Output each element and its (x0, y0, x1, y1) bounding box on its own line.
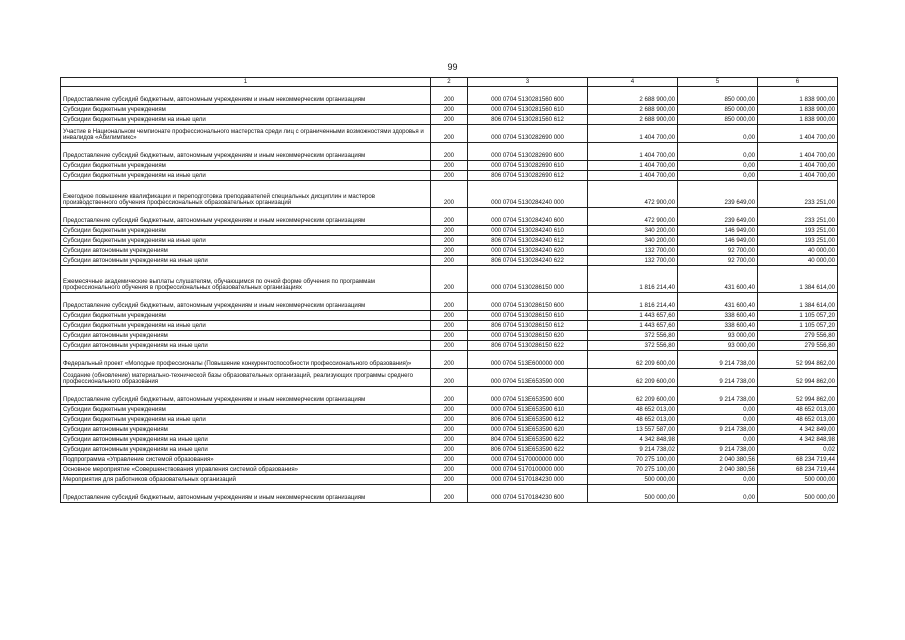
table-row (61, 226, 838, 236)
cell-remainder: 233 251,00 (758, 208, 838, 226)
cell-kbk: 000 0704 513E653590 610 (468, 405, 588, 415)
cell-remainder: 193 251,00 (758, 226, 838, 236)
table-row (61, 143, 838, 161)
column-header-1: 1 (61, 78, 431, 87)
table-row (61, 125, 838, 143)
table-row (61, 256, 838, 266)
cell-planned: 1 404 700,00 (588, 171, 678, 181)
cell-planned: 1 443 657,60 (588, 311, 678, 321)
header-row (61, 78, 838, 87)
cell-kbk: 000 0704 5170184230 600 (468, 485, 588, 503)
cell-executed: 9 214 738,00 (678, 425, 758, 435)
cell-code: 200 (431, 236, 468, 246)
cell-planned: 2 688 900,00 (588, 87, 678, 105)
cell-planned: 62 209 600,00 (588, 369, 678, 387)
table-body (61, 87, 838, 503)
cell-kbk: 000 0704 5130286150 000 (468, 266, 588, 293)
cell-remainder: 1 404 700,00 (758, 125, 838, 143)
column-header-2: 2 (431, 78, 468, 87)
cell-name: Субсидии автономным учреждениям на иные цели (61, 435, 431, 445)
cell-remainder: 68 234 719,44 (758, 465, 838, 475)
cell-name: Субсидии автономным учреждениям на иные цели (61, 256, 431, 266)
cell-executed: 850 000,00 (678, 105, 758, 115)
cell-code: 200 (431, 455, 468, 465)
cell-name: Подпрограмма «Управление системой образования» (61, 455, 431, 465)
cell-name: Предоставление субсидий бюджетным, автономным учреждениям и иным некоммерческим организациям (61, 485, 431, 503)
cell-remainder: 1 838 900,00 (758, 115, 838, 125)
table-row (61, 181, 838, 208)
cell-code: 200 (431, 171, 468, 181)
cell-kbk: 000 0704 5170184230 000 (468, 475, 588, 485)
cell-remainder: 1 404 700,00 (758, 143, 838, 161)
cell-name: Субсидии бюджетным учреждениям (61, 105, 431, 115)
cell-planned: 372 556,80 (588, 331, 678, 341)
cell-name: Предоставление субсидий бюджетным, автономным учреждениям и иным некоммерческим организациям (61, 293, 431, 311)
cell-executed: 0,00 (678, 435, 758, 445)
cell-kbk: 000 0704 513E600000 000 (468, 351, 588, 369)
table-row (61, 236, 838, 246)
column-header-6: 6 (758, 78, 838, 87)
cell-code: 200 (431, 425, 468, 435)
cell-name: Основное мероприятие «Совершенствования управления системой образования» (61, 465, 431, 475)
cell-remainder: 1 404 700,00 (758, 171, 838, 181)
cell-executed: 0,00 (678, 405, 758, 415)
cell-code: 200 (431, 445, 468, 455)
cell-executed: 2 040 380,56 (678, 465, 758, 475)
table-row (61, 208, 838, 226)
cell-planned: 372 556,80 (588, 341, 678, 351)
cell-kbk: 806 0704 5130284240 612 (468, 236, 588, 246)
table-row (61, 105, 838, 115)
cell-code: 200 (431, 125, 468, 143)
cell-executed: 146 949,00 (678, 226, 758, 236)
cell-name: Субсидии автономным учреждениям (61, 331, 431, 341)
cell-planned: 1 404 700,00 (588, 143, 678, 161)
cell-name: Субсидии автономным учреждениям на иные цели (61, 445, 431, 455)
cell-planned: 472 900,00 (588, 181, 678, 208)
cell-planned: 1 404 700,00 (588, 161, 678, 171)
cell-code: 200 (431, 341, 468, 351)
cell-code: 200 (431, 181, 468, 208)
cell-remainder: 52 994 862,00 (758, 369, 838, 387)
table-row (61, 455, 838, 465)
cell-executed: 338 600,40 (678, 311, 758, 321)
cell-remainder: 0,02 (758, 445, 838, 455)
table-row (61, 405, 838, 415)
cell-kbk: 000 0704 5130281560 600 (468, 87, 588, 105)
table-row (61, 161, 838, 171)
cell-code: 200 (431, 321, 468, 331)
table-row (61, 369, 838, 387)
table-row (61, 321, 838, 331)
cell-planned: 48 652 013,00 (588, 415, 678, 425)
cell-code: 200 (431, 485, 468, 503)
cell-remainder: 1 838 900,00 (758, 105, 838, 115)
cell-name: Предоставление субсидий бюджетным, автономным учреждениям и иным некоммерческим организациям (61, 143, 431, 161)
cell-kbk: 000 0704 5130282690 600 (468, 143, 588, 161)
cell-planned: 340 200,00 (588, 226, 678, 236)
cell-name: Предоставление субсидий бюджетным, автономным учреждениям и иным некоммерческим организациям (61, 208, 431, 226)
table-row (61, 311, 838, 321)
cell-code: 200 (431, 143, 468, 161)
cell-remainder: 52 994 862,00 (758, 351, 838, 369)
cell-planned: 132 700,00 (588, 256, 678, 266)
cell-kbk: 806 0704 5130282690 612 (468, 171, 588, 181)
cell-remainder: 193 251,00 (758, 236, 838, 246)
cell-kbk: 000 0704 513E653590 000 (468, 369, 588, 387)
cell-planned: 13 557 587,00 (588, 425, 678, 435)
cell-executed: 0,00 (678, 485, 758, 503)
cell-code: 200 (431, 331, 468, 341)
table-row (61, 341, 838, 351)
cell-name: Субсидии бюджетным учреждениям (61, 405, 431, 415)
cell-kbk: 000 0704 5130284240 000 (468, 181, 588, 208)
cell-executed: 0,00 (678, 125, 758, 143)
cell-remainder: 1 384 614,00 (758, 266, 838, 293)
cell-name: Мероприятия для работников образовательных организаций (61, 475, 431, 485)
cell-remainder: 40 000,00 (758, 256, 838, 266)
cell-code: 200 (431, 465, 468, 475)
cell-executed: 239 649,00 (678, 181, 758, 208)
cell-remainder: 1 105 057,20 (758, 321, 838, 331)
page-number: 99 (447, 62, 458, 72)
table-row (61, 387, 838, 405)
cell-remainder: 52 994 862,00 (758, 387, 838, 405)
table-row (61, 246, 838, 256)
cell-name: Субсидии автономным учреждениям (61, 425, 431, 435)
cell-name: Субсидии бюджетным учреждениям на иные цели (61, 415, 431, 425)
cell-code: 200 (431, 105, 468, 115)
cell-kbk: 000 0704 513E653590 620 (468, 425, 588, 435)
cell-planned: 62 209 600,00 (588, 387, 678, 405)
cell-kbk: 000 0704 5170100000 000 (468, 465, 588, 475)
cell-remainder: 500 000,00 (758, 475, 838, 485)
cell-name: Участие в Национальном чемпионате профессионального мастерства среди лиц с ограниченными возможностями здоровья и инвалидов «Абилимпикс» (61, 125, 431, 143)
cell-executed: 239 649,00 (678, 208, 758, 226)
cell-name: Субсидии бюджетным учреждениям (61, 311, 431, 321)
cell-executed: 146 949,00 (678, 236, 758, 246)
cell-planned: 1 443 657,60 (588, 321, 678, 331)
cell-planned: 9 214 738,02 (588, 445, 678, 455)
table-row (61, 351, 838, 369)
cell-kbk: 000 0704 5130286150 610 (468, 311, 588, 321)
cell-name: Субсидии бюджетным учреждениям на иные цели (61, 171, 431, 181)
cell-name: Субсидии автономным учреждениям (61, 246, 431, 256)
cell-remainder: 48 652 013,00 (758, 415, 838, 425)
cell-name: Ежемесячные академические выплаты слушателям, обучающимся по очной форме обучения по программам профессионального обучения в профессиональных образовательных организациях (61, 266, 431, 293)
cell-executed: 0,00 (678, 143, 758, 161)
cell-remainder: 1 404 700,00 (758, 161, 838, 171)
cell-kbk: 000 0704 5130286150 600 (468, 293, 588, 311)
cell-code: 200 (431, 208, 468, 226)
cell-code: 200 (431, 266, 468, 293)
cell-kbk: 806 0704 5130284240 622 (468, 256, 588, 266)
cell-code: 200 (431, 246, 468, 256)
cell-name: Ежегодное повышение квалификации и переподготовка преподавателей специальных дисциплин и мастеров производственного обучения профессиональных образовательных организаций (61, 181, 431, 208)
table-row (61, 115, 838, 125)
table-row (61, 415, 838, 425)
cell-code: 200 (431, 415, 468, 425)
cell-kbk: 000 0704 5130284240 600 (468, 208, 588, 226)
cell-kbk: 000 0704 5130282690 000 (468, 125, 588, 143)
cell-code: 200 (431, 226, 468, 236)
cell-remainder: 500 000,00 (758, 485, 838, 503)
cell-remainder: 233 251,00 (758, 181, 838, 208)
table-row (61, 445, 838, 455)
cell-kbk: 806 0704 5130281560 612 (468, 115, 588, 125)
cell-executed: 9 214 738,00 (678, 387, 758, 405)
cell-planned: 4 342 848,98 (588, 435, 678, 445)
cell-planned: 1 816 214,40 (588, 266, 678, 293)
cell-name: Федеральный проект «Молодые профессионалы (Повышение конкурентоспособности профессионального образования)» (61, 351, 431, 369)
cell-kbk: 000 0704 5130282690 610 (468, 161, 588, 171)
table-row (61, 266, 838, 293)
table-row (61, 87, 838, 105)
cell-executed: 93 000,00 (678, 341, 758, 351)
cell-planned: 70 275 100,00 (588, 465, 678, 475)
cell-kbk: 806 0704 5130286150 622 (468, 341, 588, 351)
cell-kbk: 000 0704 513E653590 600 (468, 387, 588, 405)
cell-executed: 9 214 738,00 (678, 351, 758, 369)
cell-planned: 500 000,00 (588, 475, 678, 485)
cell-name: Предоставление субсидий бюджетным, автономным учреждениям и иным некоммерческим организациям (61, 387, 431, 405)
cell-code: 200 (431, 87, 468, 105)
cell-planned: 2 688 900,00 (588, 105, 678, 115)
cell-code: 200 (431, 311, 468, 321)
cell-executed: 93 000,00 (678, 331, 758, 341)
table-row (61, 485, 838, 503)
cell-remainder: 40 000,00 (758, 246, 838, 256)
cell-name: Предоставление субсидий бюджетным, автономным учреждениям и иным некоммерческим организациям (61, 87, 431, 105)
cell-executed: 9 214 738,00 (678, 369, 758, 387)
cell-executed: 338 600,40 (678, 321, 758, 331)
table-row (61, 425, 838, 435)
table-row (61, 171, 838, 181)
cell-kbk: 000 0704 5130286150 620 (468, 331, 588, 341)
cell-planned: 340 200,00 (588, 236, 678, 246)
cell-code: 200 (431, 369, 468, 387)
cell-planned: 48 652 013,00 (588, 405, 678, 415)
cell-planned: 1 404 700,00 (588, 125, 678, 143)
cell-code: 200 (431, 256, 468, 266)
cell-name: Создание (обновление) материально-технической базы образовательных организаций, реализующих программы среднего профессионального образования (61, 369, 431, 387)
cell-code: 200 (431, 115, 468, 125)
cell-executed: 2 040 380,56 (678, 455, 758, 465)
cell-name: Субсидии бюджетным учреждениям (61, 161, 431, 171)
cell-kbk: 806 0704 513E653590 612 (468, 415, 588, 425)
table-row (61, 331, 838, 341)
cell-code: 200 (431, 405, 468, 415)
cell-executed: 0,00 (678, 475, 758, 485)
cell-planned: 132 700,00 (588, 246, 678, 256)
table-row (61, 435, 838, 445)
cell-planned: 62 209 600,00 (588, 351, 678, 369)
cell-executed: 92 700,00 (678, 256, 758, 266)
table-row (61, 475, 838, 485)
cell-kbk: 000 0704 5130284240 620 (468, 246, 588, 256)
cell-kbk: 000 0704 5130284240 610 (468, 226, 588, 236)
cell-remainder: 1 384 614,00 (758, 293, 838, 311)
cell-kbk: 000 0704 5130281560 610 (468, 105, 588, 115)
cell-executed: 850 000,00 (678, 115, 758, 125)
cell-remainder: 68 234 719,44 (758, 455, 838, 465)
column-header-5: 5 (678, 78, 758, 87)
cell-executed: 9 214 738,00 (678, 445, 758, 455)
cell-remainder: 279 556,80 (758, 331, 838, 341)
cell-executed: 850 000,00 (678, 87, 758, 105)
cell-remainder: 1 105 057,20 (758, 311, 838, 321)
cell-planned: 70 275 100,00 (588, 455, 678, 465)
cell-name: Субсидии бюджетным учреждениям на иные цели (61, 115, 431, 125)
cell-remainder: 4 342 848,98 (758, 435, 838, 445)
cell-code: 200 (431, 435, 468, 445)
table-row (61, 293, 838, 311)
table-row (61, 465, 838, 475)
cell-remainder: 1 838 900,00 (758, 87, 838, 105)
cell-executed: 0,00 (678, 415, 758, 425)
cell-executed: 0,00 (678, 171, 758, 181)
cell-code: 200 (431, 161, 468, 171)
cell-name: Субсидии бюджетным учреждениям на иные цели (61, 236, 431, 246)
cell-executed: 92 700,00 (678, 246, 758, 256)
cell-kbk: 000 0704 5170000000 000 (468, 455, 588, 465)
cell-executed: 431 600,40 (678, 266, 758, 293)
cell-kbk: 804 0704 513E653590 622 (468, 435, 588, 445)
cell-code: 200 (431, 351, 468, 369)
cell-code: 200 (431, 293, 468, 311)
cell-remainder: 48 652 013,00 (758, 405, 838, 415)
column-header-3: 3 (468, 78, 588, 87)
cell-kbk: 806 0704 5130286150 612 (468, 321, 588, 331)
cell-executed: 431 600,40 (678, 293, 758, 311)
cell-kbk: 806 0704 513E653590 622 (468, 445, 588, 455)
cell-name: Субсидии автономным учреждениям на иные цели (61, 341, 431, 351)
cell-planned: 1 816 214,40 (588, 293, 678, 311)
column-header-4: 4 (588, 78, 678, 87)
cell-code: 200 (431, 387, 468, 405)
cell-planned: 500 000,00 (588, 485, 678, 503)
cell-remainder: 4 342 849,00 (758, 425, 838, 435)
cell-name: Субсидии бюджетным учреждениям (61, 226, 431, 236)
cell-planned: 2 688 900,00 (588, 115, 678, 125)
cell-executed: 0,00 (678, 161, 758, 171)
cell-name: Субсидии бюджетным учреждениям на иные цели (61, 321, 431, 331)
budget-table (60, 77, 838, 503)
cell-planned: 472 900,00 (588, 208, 678, 226)
cell-remainder: 279 556,80 (758, 341, 838, 351)
cell-code: 200 (431, 475, 468, 485)
